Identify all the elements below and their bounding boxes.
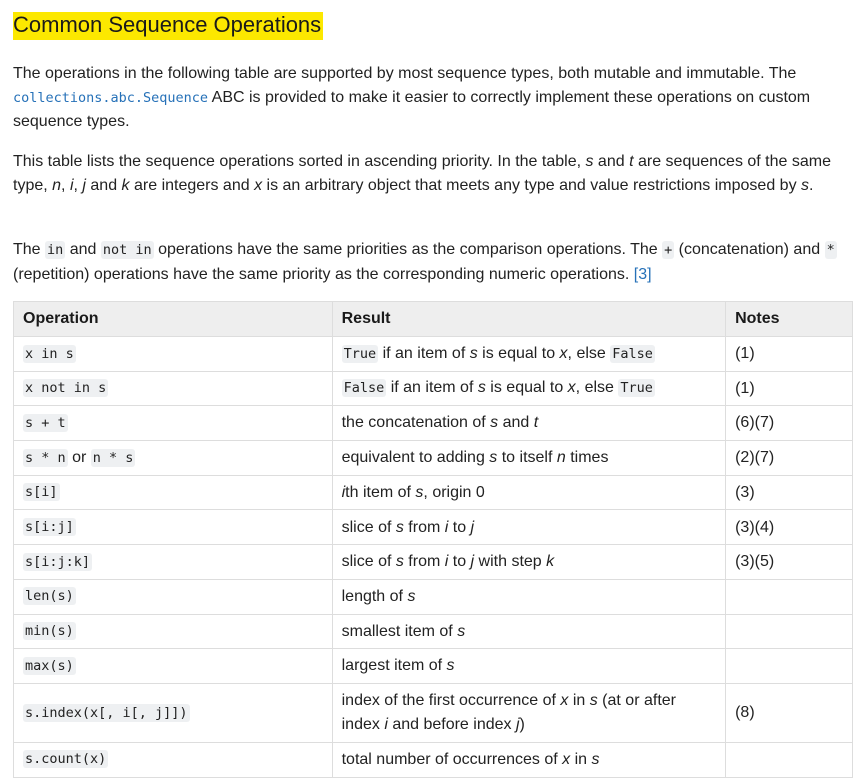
result-cell: [332, 614, 725, 649]
text: and: [593, 153, 630, 170]
text: and: [498, 414, 534, 432]
text: slice of: [341, 553, 396, 571]
notes-cell: (3)(4): [726, 510, 853, 545]
var: x: [559, 344, 568, 362]
text: This table lists the sequence operations sorted in ascending priority. In the table,: [13, 153, 586, 170]
operation-code: s[i:j]: [25, 519, 74, 536]
text: ABC is provided to make it easier to correctly implement these operations on custom sequence types.: [13, 88, 811, 130]
notes-cell: (3): [726, 475, 853, 510]
var: x: [560, 692, 569, 710]
notes-cell: [726, 614, 853, 649]
operation-code: min(s): [25, 623, 74, 640]
text: from: [403, 518, 445, 536]
notes-cell: (1): [726, 371, 853, 406]
result-cell: [332, 371, 725, 406]
notes-cell: [726, 579, 853, 614]
var-j: j: [82, 176, 86, 194]
text: if an item of: [378, 344, 470, 362]
code: False: [343, 380, 385, 397]
link-code: collections.abc.Sequence: [13, 89, 209, 106]
operation-cell: [14, 510, 333, 545]
result-cell: [332, 545, 725, 580]
header-notes: Notes: [726, 302, 853, 337]
priority-paragraph: [13, 238, 843, 286]
text: (at or after index: [341, 692, 676, 733]
text: th item of: [345, 483, 416, 501]
text: if an item of: [386, 379, 478, 397]
var: s: [395, 553, 404, 571]
var: x: [567, 379, 576, 397]
text: equivalent to adding: [341, 449, 490, 467]
text: from: [403, 553, 445, 571]
var: n: [556, 449, 566, 467]
table-row: [14, 441, 853, 476]
notes-cell: [726, 742, 853, 777]
operation-code: n * s: [92, 449, 134, 466]
var: i: [341, 483, 346, 501]
text: with step: [474, 553, 547, 571]
text: ,: [73, 176, 83, 194]
var: s: [490, 414, 499, 432]
var: k: [546, 553, 555, 571]
var-s: s: [585, 153, 594, 170]
header-operation: Operation: [14, 302, 333, 337]
code: True: [620, 380, 653, 397]
text: slice of: [341, 518, 396, 536]
operation-code: s.index(x[, i[, j]]): [25, 704, 188, 721]
table-header-row: [14, 302, 853, 337]
operation-code: max(s): [25, 657, 74, 674]
var: s: [477, 379, 486, 397]
code: True: [343, 345, 377, 362]
table-row: [14, 406, 853, 441]
result-cell: [332, 475, 725, 510]
var: s: [469, 344, 478, 362]
text: .: [809, 176, 814, 194]
text: to: [448, 518, 471, 536]
var: x: [562, 750, 571, 768]
notes-cell: [726, 649, 853, 684]
operation-cell: [14, 579, 333, 614]
var: j: [515, 715, 520, 733]
text: , else: [575, 379, 619, 397]
var-t: t: [629, 153, 634, 170]
var: j: [470, 518, 475, 536]
text: are sequences of the same type,: [13, 153, 831, 194]
notation-paragraph: [13, 150, 843, 197]
operation-cell: [14, 649, 333, 684]
text: times: [565, 449, 609, 467]
operation-code: s[i:j:k]: [25, 553, 91, 570]
operation-cell: [14, 545, 333, 580]
operation-cell: [14, 614, 333, 649]
text: total number of occurrences of: [341, 750, 563, 768]
text: the concatenation of: [341, 414, 491, 432]
text: are integers and: [129, 176, 255, 194]
notes-cell: (1): [726, 337, 853, 372]
result-cell: [332, 649, 725, 684]
operation-code: s.count(x): [25, 751, 107, 768]
table-row: [14, 510, 853, 545]
code: False: [612, 345, 653, 362]
result-cell: [332, 742, 725, 777]
table-row: [14, 475, 853, 510]
table-row: [14, 742, 853, 777]
operation-code: len(s): [25, 588, 74, 605]
sequence-abc-link[interactable]: [13, 89, 208, 106]
operation-cell: [14, 441, 333, 476]
text: , else: [567, 344, 611, 362]
notes-cell: (8): [726, 683, 853, 742]
text: and before index: [387, 715, 516, 733]
code-plus: +: [664, 242, 673, 258]
sequence-operations-table: [13, 301, 853, 778]
notes-cell: (3)(5): [726, 545, 853, 580]
operation-cell: [14, 371, 333, 406]
operation-cell: [14, 742, 333, 777]
text: in: [568, 692, 590, 710]
text: operations have the same priorities as the comparison operations. The: [153, 241, 663, 258]
text: largest item of: [341, 657, 447, 675]
var-n: n: [52, 176, 62, 194]
text: ,: [61, 176, 70, 194]
notes-cell: (2)(7): [726, 441, 853, 476]
var: j: [470, 553, 475, 571]
section-heading: Common Sequence Operations: [13, 12, 323, 40]
var: s: [591, 750, 600, 768]
text: and: [65, 241, 101, 258]
intro-paragraph: [13, 62, 843, 134]
var: s: [407, 587, 416, 605]
notes-cell: (6)(7): [726, 406, 853, 441]
operation-code: s[i]: [25, 484, 58, 501]
result-cell: [332, 406, 725, 441]
table-row: [14, 649, 853, 684]
result-cell: [332, 441, 725, 476]
result-cell: [332, 579, 725, 614]
text: (concatenation) and: [674, 241, 825, 258]
var-k: k: [121, 176, 130, 194]
text: ): [519, 715, 525, 733]
table-row: [14, 545, 853, 580]
text: to: [448, 553, 471, 571]
header-result: Result: [332, 302, 725, 337]
text: to itself: [497, 449, 557, 467]
text: is equal to: [485, 379, 568, 397]
operation-cell: [14, 683, 333, 742]
operation-cell: [14, 337, 333, 372]
var: s: [395, 518, 404, 536]
var-s: s: [801, 176, 810, 194]
result-cell: [332, 683, 725, 742]
operation-code: x in s: [25, 345, 74, 362]
footnote-link[interactable]: [3]: [633, 265, 652, 283]
text: is equal to: [477, 344, 560, 362]
table-row: [14, 337, 853, 372]
var: s: [489, 449, 498, 467]
var: s: [589, 692, 598, 710]
text: or: [67, 448, 91, 466]
text: in: [570, 750, 592, 768]
operation-code: x not in s: [25, 380, 107, 397]
var: i: [384, 715, 388, 733]
text: and: [85, 176, 122, 194]
var: i: [444, 518, 449, 536]
code-star: *: [826, 242, 835, 258]
operation-code: s + t: [25, 414, 66, 431]
var-x: x: [254, 176, 263, 194]
operation-cell: [14, 406, 333, 441]
operation-cell: [14, 475, 333, 510]
table-row: [14, 579, 853, 614]
table-row: [14, 614, 853, 649]
operation-code: s * n: [25, 449, 66, 466]
result-cell: [332, 510, 725, 545]
var: s: [446, 657, 455, 675]
text: The: [13, 241, 46, 258]
var: s: [415, 483, 424, 501]
text: (repetition) operations have the same priority as the corresponding numeric operations.: [13, 265, 634, 283]
text: length of: [341, 587, 408, 605]
text: index of the first occurrence of: [341, 692, 561, 710]
var: i: [444, 553, 449, 571]
var: t: [533, 414, 539, 432]
code-in: in: [47, 242, 64, 258]
table-row: [14, 371, 853, 406]
text: , origin 0: [423, 483, 485, 501]
text: The operations in the following table are supported by most sequence types, both mutable and immutable. The: [13, 65, 797, 82]
code-not-in: not in: [102, 242, 152, 258]
var: s: [457, 622, 466, 640]
table-row: [14, 683, 853, 742]
text: smallest item of: [341, 622, 458, 640]
var-i: i: [69, 176, 74, 194]
result-cell: [332, 337, 725, 372]
text: is an arbitrary object that meets any type and value restrictions imposed by: [262, 176, 802, 194]
